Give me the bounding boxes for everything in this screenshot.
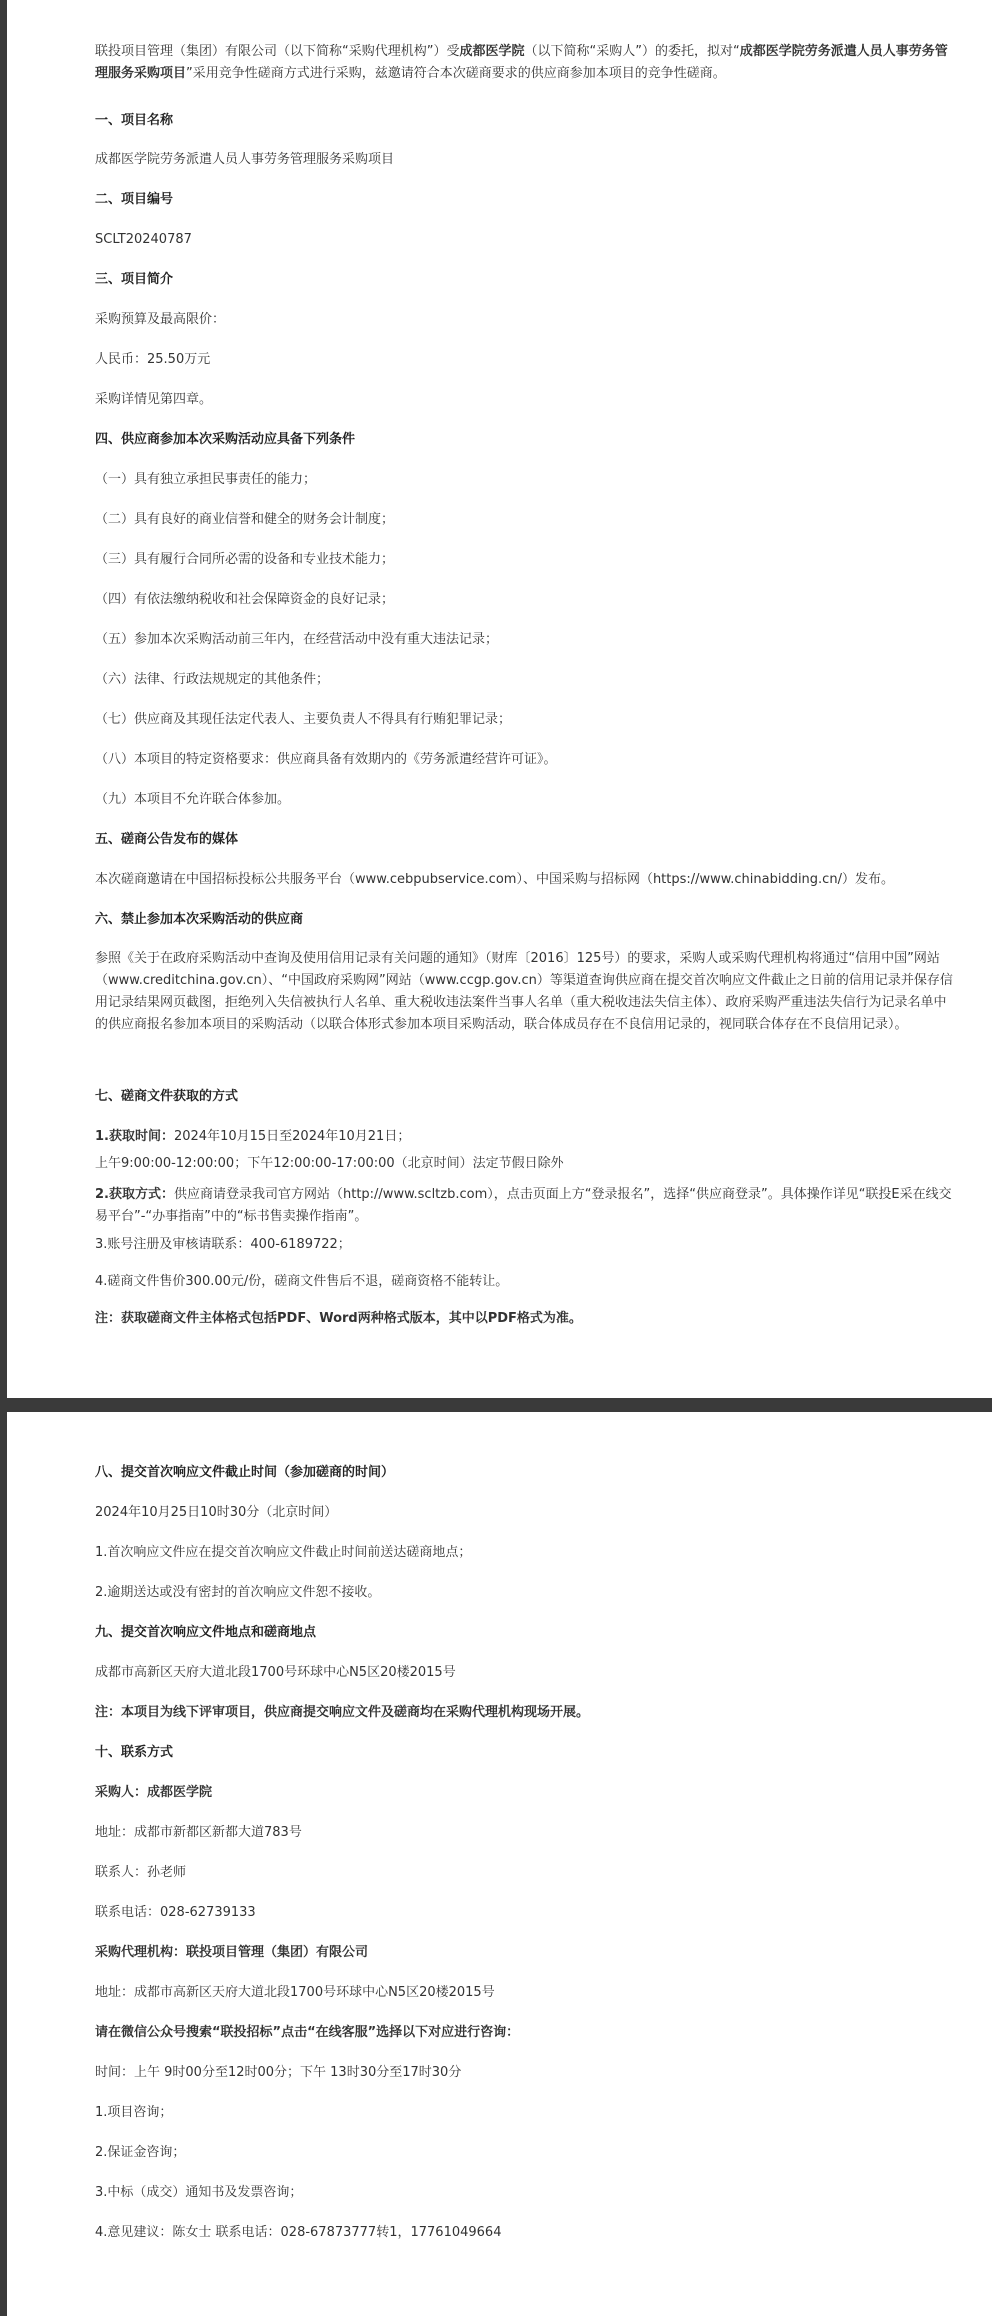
section-7-item-2-label: 2.获取方式： [95,1187,174,1202]
section-3-details-ref: 采购详情见第四章。 [95,392,213,407]
section-3-budget-amount: 人民币：25.50万元 [95,352,211,367]
intro-text-c: （以下简称“采购人”）的委托，拟对“ [524,44,740,59]
buyer-address: 地址：成都市新都区新都大道783号 [95,1825,302,1840]
section-4-item: （三）具有履行合同所必需的设备和专业技术能力； [95,552,395,567]
buyer-contact: 联系人：孙老师 [95,1865,187,1880]
section-4-item: （七）供应商及其现任法定代表人、主要负责人不得具有行贿犯罪记录； [95,712,512,727]
buyer-phone: 联系电话：028-62739133 [95,1905,256,1920]
document-page-2 [0,1412,992,2316]
section-8-item-1: 1.首次响应文件应在提交首次响应文件截止时间前送达磋商地点； [95,1545,472,1560]
intro-buyer-name: 成都医学院 [459,44,525,59]
consult-item-4: 4.意见建议：陈女士 联系电话：028-67873777转1，17761049664 [95,2225,502,2240]
section-7-item-1-label: 1.获取时间： [95,1129,174,1144]
service-hours: 时间：上午 9时00分至12时00分；下午 13时30分至17时30分 [95,2065,462,2080]
section-3-budget-label: 采购预算及最高限价： [95,312,226,327]
section-4-item: （五）参加本次采购活动前三年内，在经营活动中没有重大违法记录； [95,632,499,647]
intro-paragraph [95,41,951,85]
intro-text-e: ”采用竞争性磋商方式进行采购，兹邀请符合本次磋商要求的供应商参加本项目的竞争性磋商。 [186,66,726,81]
section-1-title: 一、项目名称 [95,113,174,128]
section-1-text: 成都医学院劳务派遣人员人事劳务管理服务采购项目 [95,152,395,167]
section-10-title: 十、联系方式 [95,1745,174,1760]
section-7-title: 七、磋商文件获取的方式 [95,1089,239,1104]
section-8-deadline: 2024年10月25日10时30分（北京时间） [95,1505,338,1520]
consult-item-2: 2.保证金咨询； [95,2145,186,2160]
page-separator [0,1398,992,1412]
section-4-item: （六）法律、行政法规规定的其他条件； [95,672,330,687]
agent-label: 采购代理机构：联投项目管理（集团）有限公司 [95,1945,369,1960]
agent-address: 地址：成都市高新区天府大道北段1700号环球中心N5区20楼2015号 [95,1985,495,2000]
section-7-note: 注：获取磋商文件主体格式包括PDF、Word两种格式版本，其中以PDF格式为准。 [95,1311,582,1326]
buyer-label: 采购人：成都医学院 [95,1785,213,1800]
section-7-item-1-text: 2024年10月15日至2024年10月21日； [173,1129,411,1144]
section-5-title: 五、磋商公告发布的媒体 [95,832,239,847]
section-4-item: （一）具有独立承担民事责任的能力； [95,472,317,487]
section-8-title: 八、提交首次响应文件截止时间（参加磋商的时间） [95,1465,395,1480]
section-9-address: 成都市高新区天府大道北段1700号环球中心N5区20楼2015号 [95,1665,456,1680]
section-7-item-4: 4.磋商文件售价300.00元/份，磋商文件售后不退，磋商资格不能转让。 [95,1274,509,1289]
section-7-item-2 [95,1184,959,1228]
section-4-item: （八）本项目的特定资格要求：供应商具备有效期内的《劳务派遣经营许可证》。 [95,752,557,767]
section-2-text: SCLT20240787 [95,232,192,247]
intro-text-a: 联投项目管理（集团）有限公司（以下简称“采购代理机构”）受 [95,44,460,59]
section-8-item-2: 2.逾期送达或没有密封的首次响应文件恕不接收。 [95,1585,381,1600]
section-7-item-1 [95,1126,959,1148]
section-5-text: 本次磋商邀请在中国招标投标公共服务平台（www.cebpubservice.com）、中国采购与招标网（https://www.chinabidding.cn/）发布。 [95,872,894,887]
section-4-title: 四、供应商参加本次采购活动应具备下列条件 [95,432,356,447]
section-6-title: 六、禁止参加本次采购活动的供应商 [95,912,304,927]
section-3-title: 三、项目简介 [95,272,174,287]
section-6-text: 参照《关于在政府采购活动中查询及使用信用记录有关问题的通知》（财库〔2016〕125号）的要求，采购人或采购代理机构将通过“信用中国”网站（www.creditchina.gov.cn）、“中国政府采购网”网站（www.ccgp.gov.cn）等渠道查询供应商在提交首次响应文件截止之日前的信用记录并保存信用记录结果网页截图，拒绝列入失信被执行人名单、重大税收违法案件当事人名单（重大税收违法失信主体）、政府采购严重违法失信行为记录名单中的供应商报名参加本项目的采购活动（以联合体形式参加本项目采购活动，联合体成员存在不良信用记录的，视同联合体存在不良信用记录）。 [95,951,953,1032]
section-9-title: 九、提交首次响应文件地点和磋商地点 [95,1625,317,1640]
consult-item-3: 3.中标（成交）通知书及发票咨询； [95,2185,303,2200]
section-7-item-1-hours: 上午9:00:00-12:00:00；下午12:00:00-17:00:00（北京时间）法定节假日除外 [95,1156,564,1171]
section-4-item: （九）本项目不允许联合体参加。 [95,792,291,807]
section-7-item-3: 3.账号注册及审核请联系：400-6189722； [95,1237,351,1252]
wechat-note: 请在微信公众号搜索“联投招标”点击“在线客服”选择以下对应进行咨询： [95,2025,520,2040]
section-2-title: 二、项目编号 [95,192,174,207]
consult-item-1: 1.项目咨询； [95,2105,173,2120]
section-7-item-2-text: 供应商请登录我司官方网站（http://www.scltzb.com），点击页面上方“登录报名”，选择“供应商登录”。具体操作详见“联投E采在线交易平台”-“办事指南”中的“标书售卖操作指南”。 [95,1187,952,1224]
section-4-item: （二）具有良好的商业信誉和健全的财务会计制度； [95,512,395,527]
intro-project-name: 成都医学院劳务派遣人员人事劳务管理服务采购项目 [95,44,948,81]
section-4-item: （四）有依法缴纳税收和社会保障资金的良好记录； [95,592,395,607]
section-9-note: 注：本项目为线下评审项目，供应商提交响应文件及磋商均在采购代理机构现场开展。 [95,1705,590,1720]
